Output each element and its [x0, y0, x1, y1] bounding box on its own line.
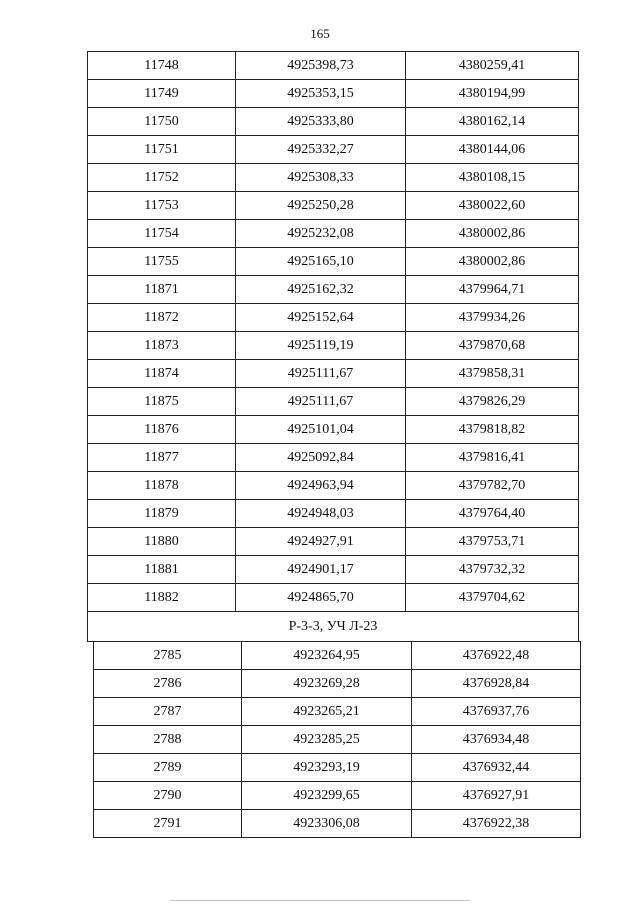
x-coordinate-cell: 4925092,84 — [236, 444, 406, 472]
x-coordinate-cell: 4925111,67 — [236, 360, 406, 388]
coordinates-table-bottom — [93, 641, 581, 838]
table-row — [88, 416, 579, 444]
y-coordinate-cell: 4376937,76 — [412, 698, 581, 726]
y-coordinate-cell: 4376922,38 — [412, 810, 581, 838]
x-coordinate-cell: 4925333,80 — [236, 108, 406, 136]
x-coordinate-cell: 4923264,95 — [242, 642, 412, 670]
point-number-cell: 11754 — [88, 220, 236, 248]
point-number-cell: 11755 — [88, 248, 236, 276]
point-number-cell: 11752 — [88, 164, 236, 192]
scan-artifact-line — [170, 900, 470, 901]
point-number-cell: 2786 — [94, 670, 242, 698]
x-coordinate-cell: 4925353,15 — [236, 80, 406, 108]
y-coordinate-cell: 4379964,71 — [406, 276, 579, 304]
point-number-cell: 11871 — [88, 276, 236, 304]
table-row — [88, 192, 579, 220]
table-row — [94, 754, 581, 782]
table-row — [88, 108, 579, 136]
y-coordinate-cell: 4380002,86 — [406, 248, 579, 276]
x-coordinate-cell: 4925232,08 — [236, 220, 406, 248]
point-number-cell: 11874 — [88, 360, 236, 388]
point-number-cell: 11881 — [88, 556, 236, 584]
point-number-cell: 11876 — [88, 416, 236, 444]
point-number-cell: 2785 — [94, 642, 242, 670]
y-coordinate-cell: 4379753,71 — [406, 528, 579, 556]
x-coordinate-cell: 4925101,04 — [236, 416, 406, 444]
point-number-cell: 2790 — [94, 782, 242, 810]
y-coordinate-cell: 4379826,29 — [406, 388, 579, 416]
page-number: 165 — [310, 26, 330, 41]
table-row — [88, 528, 579, 556]
y-coordinate-cell: 4380002,86 — [406, 220, 579, 248]
point-number-cell: 11877 — [88, 444, 236, 472]
table-row — [88, 332, 579, 360]
y-coordinate-cell: 4376928,84 — [412, 670, 581, 698]
x-coordinate-cell: 4924865,70 — [236, 584, 406, 612]
section-row — [88, 612, 579, 642]
point-number-cell: 11875 — [88, 388, 236, 416]
coordinates-table-top — [87, 51, 579, 642]
y-coordinate-cell: 4380162,14 — [406, 108, 579, 136]
y-coordinate-cell: 4376922,48 — [412, 642, 581, 670]
table-row — [88, 388, 579, 416]
y-coordinate-cell: 4380022,60 — [406, 192, 579, 220]
x-coordinate-cell: 4925308,33 — [236, 164, 406, 192]
point-number-cell: 2788 — [94, 726, 242, 754]
y-coordinate-cell: 4379782,70 — [406, 472, 579, 500]
x-coordinate-cell: 4923265,21 — [242, 698, 412, 726]
x-coordinate-cell: 4925162,32 — [236, 276, 406, 304]
point-number-cell: 11749 — [88, 80, 236, 108]
y-coordinate-cell: 4379818,82 — [406, 416, 579, 444]
y-coordinate-cell: 4379704,62 — [406, 584, 579, 612]
point-number-cell: 11750 — [88, 108, 236, 136]
point-number-cell: 11880 — [88, 528, 236, 556]
table-row — [88, 556, 579, 584]
y-coordinate-cell: 4380259,41 — [406, 52, 579, 80]
point-number-cell: 11751 — [88, 136, 236, 164]
point-number-cell: 11753 — [88, 192, 236, 220]
y-coordinate-cell: 4380108,15 — [406, 164, 579, 192]
x-coordinate-cell: 4924901,17 — [236, 556, 406, 584]
y-coordinate-cell: 4379764,40 — [406, 500, 579, 528]
point-number-cell: 11882 — [88, 584, 236, 612]
table-row — [94, 698, 581, 726]
table-row — [88, 276, 579, 304]
section-title: Р-3-3, УЧ Л-23 — [88, 612, 579, 642]
table-row — [94, 642, 581, 670]
point-number-cell: 2791 — [94, 810, 242, 838]
table-row — [88, 52, 579, 80]
y-coordinate-cell: 4376927,91 — [412, 782, 581, 810]
y-coordinate-cell: 4376932,44 — [412, 754, 581, 782]
x-coordinate-cell: 4925119,19 — [236, 332, 406, 360]
table-row — [88, 220, 579, 248]
point-number-cell: 11872 — [88, 304, 236, 332]
x-coordinate-cell: 4924948,03 — [236, 500, 406, 528]
y-coordinate-cell: 4379870,68 — [406, 332, 579, 360]
table-row — [88, 584, 579, 612]
point-number-cell: 11878 — [88, 472, 236, 500]
x-coordinate-cell: 4924963,94 — [236, 472, 406, 500]
table-row — [88, 248, 579, 276]
x-coordinate-cell: 4925250,28 — [236, 192, 406, 220]
y-coordinate-cell: 4379816,41 — [406, 444, 579, 472]
table-row — [94, 782, 581, 810]
y-coordinate-cell: 4379732,32 — [406, 556, 579, 584]
point-number-cell: 2787 — [94, 698, 242, 726]
table-row — [88, 360, 579, 388]
y-coordinate-cell: 4380144,06 — [406, 136, 579, 164]
x-coordinate-cell: 4924927,91 — [236, 528, 406, 556]
x-coordinate-cell: 4923293,19 — [242, 754, 412, 782]
x-coordinate-cell: 4925111,67 — [236, 388, 406, 416]
y-coordinate-cell: 4379934,26 — [406, 304, 579, 332]
table-row — [94, 726, 581, 754]
table-row — [88, 164, 579, 192]
table-row — [88, 472, 579, 500]
x-coordinate-cell: 4925152,64 — [236, 304, 406, 332]
y-coordinate-cell: 4379858,31 — [406, 360, 579, 388]
x-coordinate-cell: 4925332,27 — [236, 136, 406, 164]
x-coordinate-cell: 4923306,08 — [242, 810, 412, 838]
y-coordinate-cell: 4376934,48 — [412, 726, 581, 754]
table-row — [94, 670, 581, 698]
table-row — [94, 810, 581, 838]
y-coordinate-cell: 4380194,99 — [406, 80, 579, 108]
point-number-cell: 11873 — [88, 332, 236, 360]
x-coordinate-cell: 4923299,65 — [242, 782, 412, 810]
table-row — [88, 80, 579, 108]
table-row — [88, 444, 579, 472]
table-row — [88, 304, 579, 332]
x-coordinate-cell: 4925398,73 — [236, 52, 406, 80]
x-coordinate-cell: 4925165,10 — [236, 248, 406, 276]
table-row — [88, 136, 579, 164]
point-number-cell: 2789 — [94, 754, 242, 782]
x-coordinate-cell: 4923285,25 — [242, 726, 412, 754]
table-row — [88, 500, 579, 528]
point-number-cell: 11748 — [88, 52, 236, 80]
point-number-cell: 11879 — [88, 500, 236, 528]
x-coordinate-cell: 4923269,28 — [242, 670, 412, 698]
